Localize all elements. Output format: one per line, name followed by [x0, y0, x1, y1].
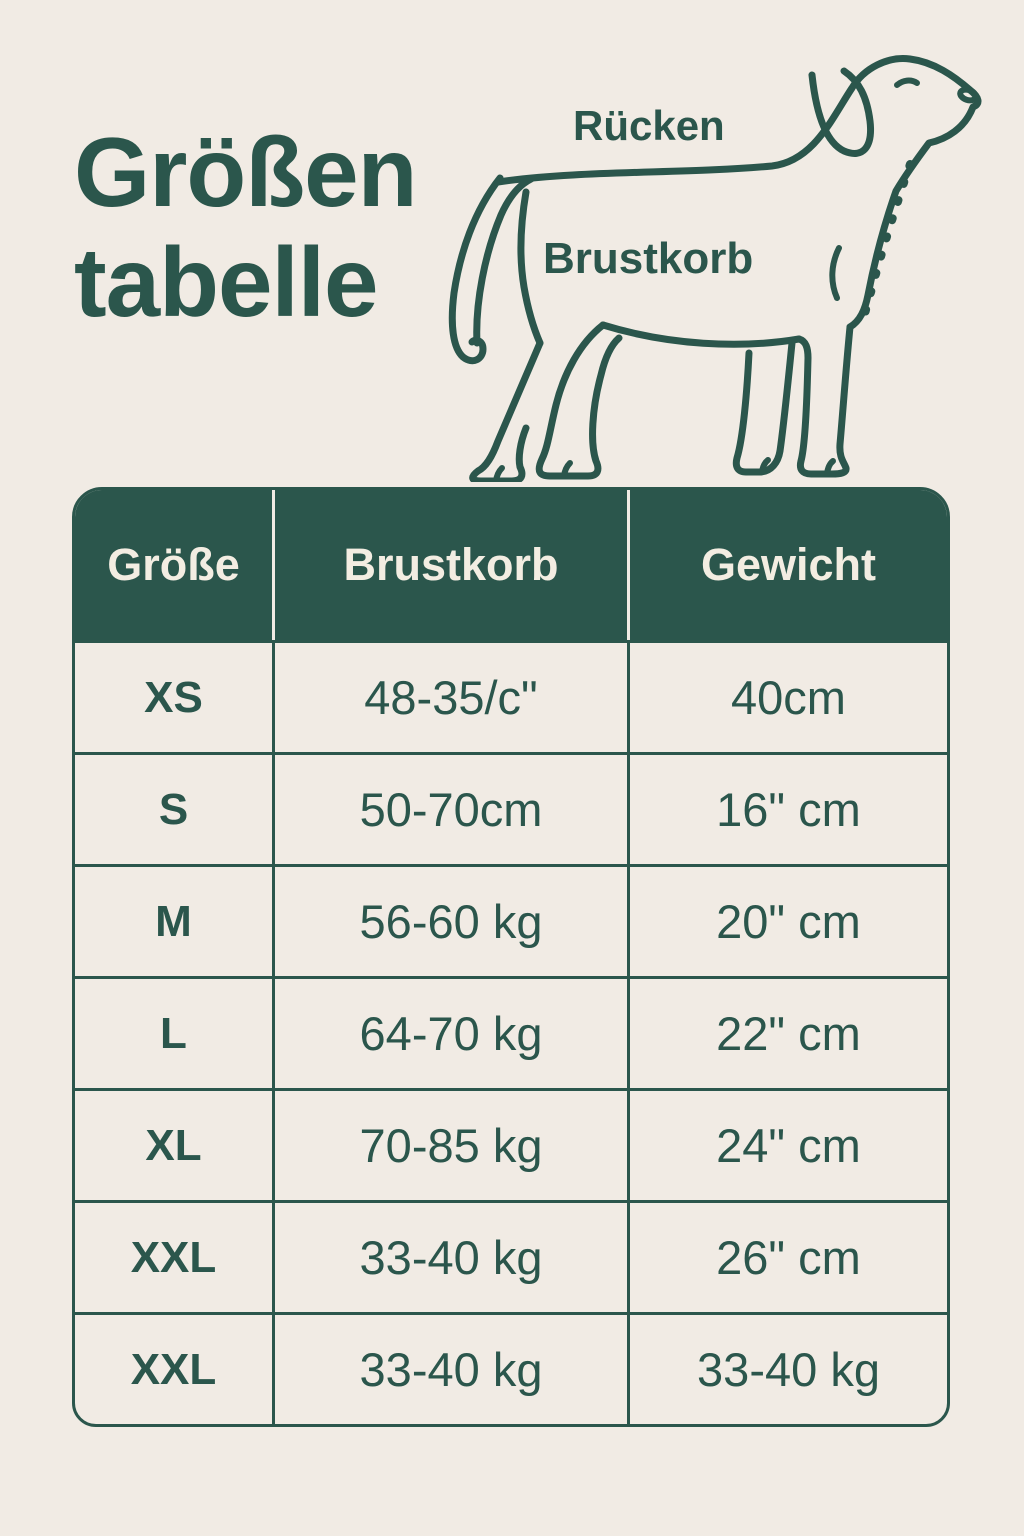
back-label: Rücken [573, 102, 725, 149]
chest-value: 48-35/c" [272, 643, 627, 752]
page-title-line1: Größen [74, 117, 417, 227]
table-row-s [75, 752, 947, 864]
weight-value: 24" cm [627, 1091, 947, 1200]
size-value: XXL [130, 1344, 217, 1394]
size-value: XS [144, 672, 203, 722]
column-header-size: Größe [107, 539, 240, 590]
table-row-xl [75, 1088, 947, 1200]
chest-value: 33-40 kg [272, 1315, 627, 1424]
weight-value: 26" cm [627, 1203, 947, 1312]
size-value: L [160, 1008, 187, 1058]
chest-label: Brustkorb [543, 234, 754, 283]
column-header-chest: Brustkorb [272, 490, 627, 640]
table-header-row [75, 490, 947, 640]
table-row-m [75, 864, 947, 976]
weight-value: 16" cm [627, 755, 947, 864]
table-row-xxl-2 [75, 1312, 947, 1424]
weight-value: 40cm [627, 643, 947, 752]
size-value: M [155, 896, 192, 946]
weight-value: 33-40 kg [627, 1315, 947, 1424]
size-value: XXL [130, 1232, 217, 1282]
size-table [72, 487, 950, 1427]
column-header-weight: Gewicht [627, 490, 947, 640]
size-value: S [158, 784, 189, 834]
table-row-l [75, 976, 947, 1088]
dog-measurement-diagram [440, 42, 998, 482]
weight-value: 20" cm [627, 867, 947, 976]
page-title-line2: tabelle [74, 226, 378, 337]
weight-value: 22" cm [627, 979, 947, 1088]
page-title [74, 118, 416, 338]
size-value: XL [145, 1120, 202, 1170]
chest-value: 50-70cm [272, 755, 627, 864]
chest-value: 33-40 kg [272, 1203, 627, 1312]
table-row-xxl [75, 1200, 947, 1312]
table-row-xs [75, 640, 947, 752]
chest-value: 64-70 kg [272, 979, 627, 1088]
chest-value: 56-60 kg [272, 867, 627, 976]
chest-value: 70-85 kg [272, 1091, 627, 1200]
